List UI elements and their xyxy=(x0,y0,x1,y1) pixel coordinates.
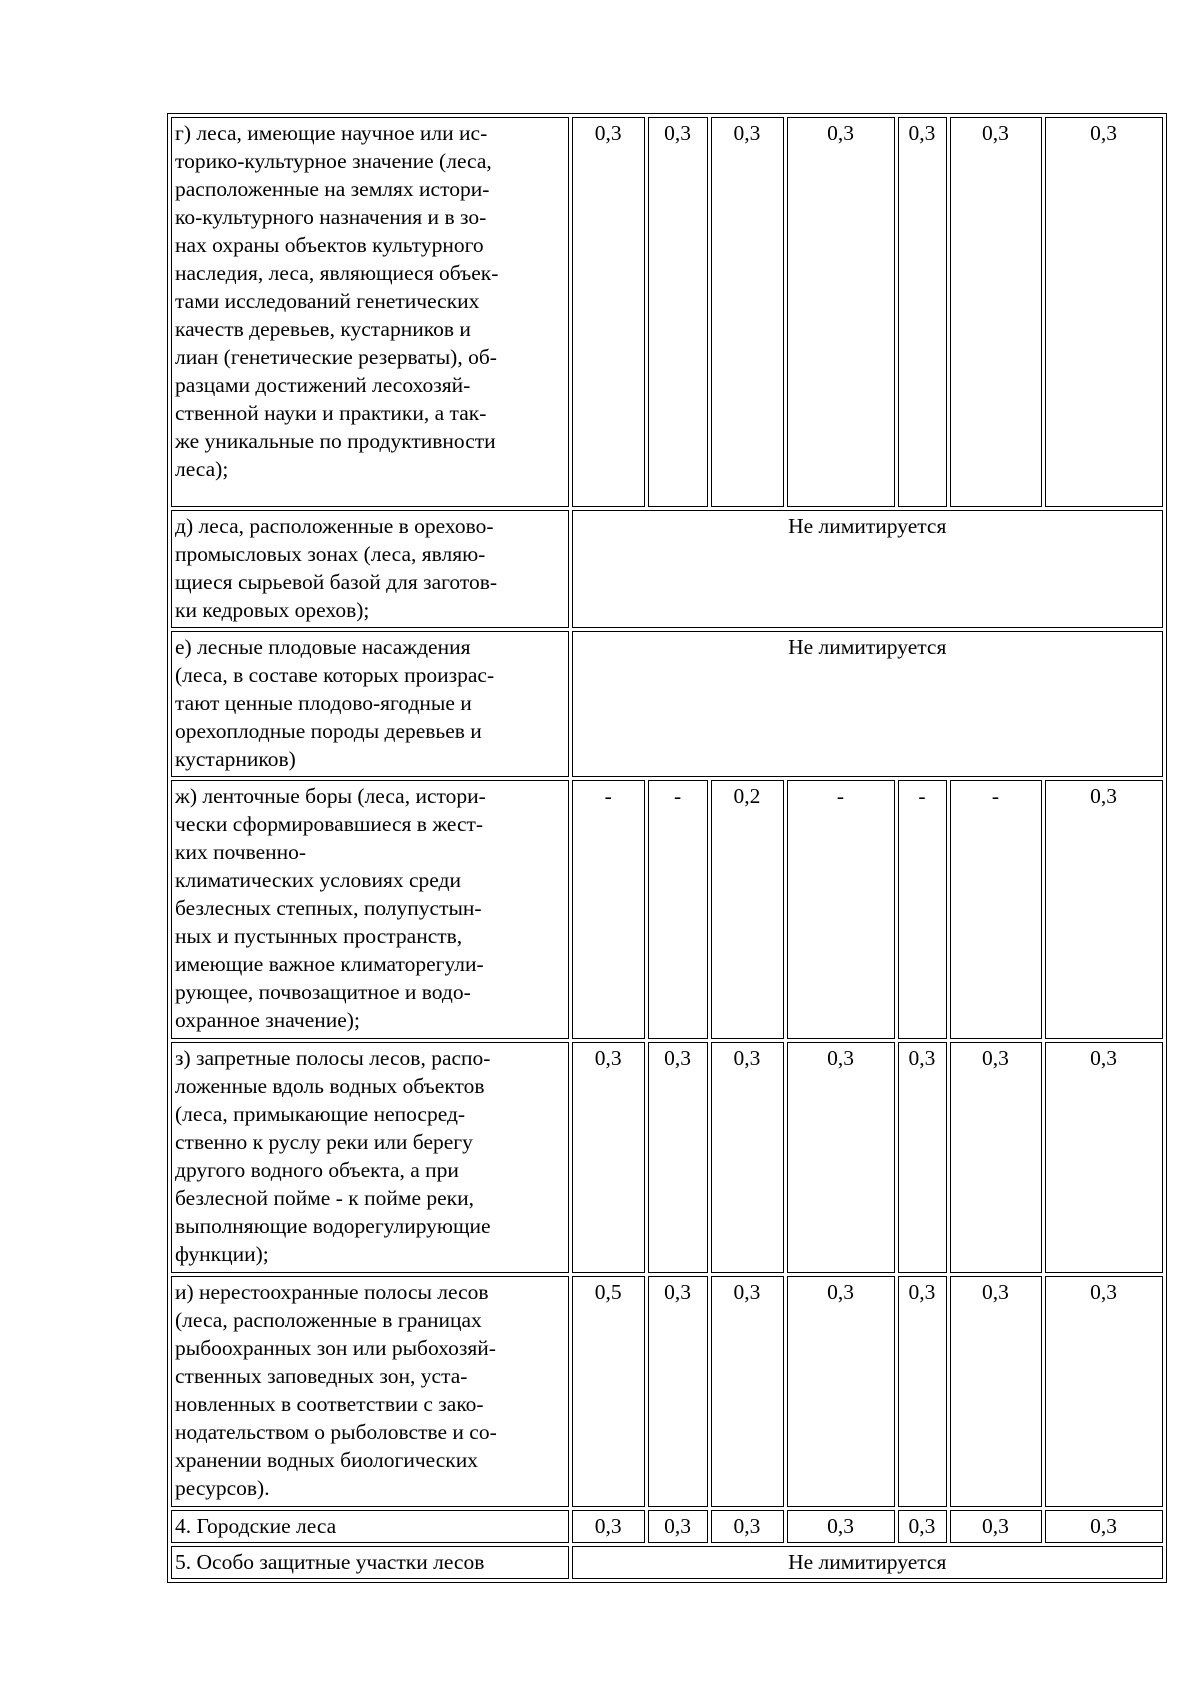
not-limited-cell: Не лимитируется xyxy=(572,510,1163,628)
row-label: ж) ленточные боры (леса, истори- чески сформировавшиеся в жест- ких почвенно- климатических условиях среди безлесных степных, полупустын- ных и пустынных пространств, имеющие важное климаторегули- рующее, почвозащитное и водо- охранное значение); xyxy=(171,780,569,1039)
row-label: 4. Городские леса xyxy=(171,1510,569,1543)
row-label: и) нерестоохранные полосы лесов (леса, расположенные в границах рыбоохранных зон или рыбохозяй- ственных заповедных зон, уста- новленных в соответствии с зако- нодательством о рыболовстве и со- хранении водных биологических ресурсов). xyxy=(171,1276,569,1507)
table-row-urban-forests xyxy=(171,1510,1163,1543)
value-cell: 0,3 xyxy=(950,117,1043,507)
row-label: д) леса, расположенные в орехово- промысловых зонах (леса, являю- щиеся сырьевой базой для заготов- ки кедровых орехов); xyxy=(171,510,569,628)
value-cell: 0,3 xyxy=(572,1042,644,1273)
value-cell: 0,3 xyxy=(572,117,644,507)
row-label: з) запретные полосы лесов, распо- ложенные вдоль водных объектов (леса, примыкающие непосред- ственно к руслу реки или берегу другого водного объекта, а при безлесной пойме - к пойме реки, выполняющие водорегулирующие функции); xyxy=(171,1042,569,1273)
value-cell: 0,3 xyxy=(1045,780,1163,1039)
value-cell: 0,3 xyxy=(950,1276,1043,1507)
value-cell: 0,3 xyxy=(1045,1276,1163,1507)
row-label: е) лесные плодовые насаждения (леса, в составе которых произрас- тают ценные плодово-ягодные и орехоплодные породы деревьев и кустарников) xyxy=(171,631,569,777)
value-cell: 0,3 xyxy=(950,1042,1043,1273)
value-cell: 0,5 xyxy=(572,1276,644,1507)
table-row-protected-areas xyxy=(171,1546,1163,1579)
forest-limits-table xyxy=(167,113,1167,1583)
not-limited-cell: Не лимитируется xyxy=(572,1546,1163,1579)
table-row-g xyxy=(171,117,1163,507)
value-cell: 0,3 xyxy=(572,1510,644,1543)
value-cell: 0,3 xyxy=(648,1276,708,1507)
value-cell: 0,3 xyxy=(787,117,896,507)
value-cell: 0,3 xyxy=(898,1510,946,1543)
value-cell: 0,3 xyxy=(787,1042,896,1273)
value-cell: 0,3 xyxy=(648,1510,708,1543)
value-cell: 0,3 xyxy=(1045,117,1163,507)
value-cell: - xyxy=(648,780,708,1039)
value-cell: - xyxy=(950,780,1043,1039)
value-cell: - xyxy=(572,780,644,1039)
value-cell: 0,3 xyxy=(898,1276,946,1507)
value-cell: 0,3 xyxy=(711,1510,783,1543)
value-cell: 0,3 xyxy=(711,117,783,507)
table-row-e xyxy=(171,631,1163,777)
value-cell: - xyxy=(787,780,896,1039)
value-cell: 0,3 xyxy=(648,1042,708,1273)
row-label: г) леса, имеющие научное или ис- торико-культурное значение (леса, расположенные на землях истори- ко-культурного назначения и в зо- нах охраны объектов культурного наследия, леса, являющиеся объек- тами исследований генетических качеств деревьев, кустарников и лиан (генетические резерваты), об- разцами достижений лесохозяй- ственной науки и практики, а так- же уникальные по продуктивности леса); xyxy=(171,117,569,507)
value-cell: 0,3 xyxy=(711,1042,783,1273)
value-cell: 0,3 xyxy=(787,1510,896,1543)
value-cell: 0,3 xyxy=(711,1276,783,1507)
value-cell: 0,2 xyxy=(711,780,783,1039)
value-cell: 0,3 xyxy=(1045,1042,1163,1273)
value-cell: 0,3 xyxy=(898,1042,946,1273)
value-cell: 0,3 xyxy=(787,1276,896,1507)
value-cell: 0,3 xyxy=(1045,1510,1163,1543)
value-cell: 0,3 xyxy=(950,1510,1043,1543)
table-row-zh xyxy=(171,780,1163,1039)
table-row-d xyxy=(171,510,1163,628)
row-label: 5. Особо защитные участки лесов xyxy=(171,1546,569,1579)
table-row-i xyxy=(171,1276,1163,1507)
value-cell: 0,3 xyxy=(648,117,708,507)
not-limited-cell: Не лимитируется xyxy=(572,631,1163,777)
value-cell: - xyxy=(898,780,946,1039)
table-row-z xyxy=(171,1042,1163,1273)
value-cell: 0,3 xyxy=(898,117,946,507)
